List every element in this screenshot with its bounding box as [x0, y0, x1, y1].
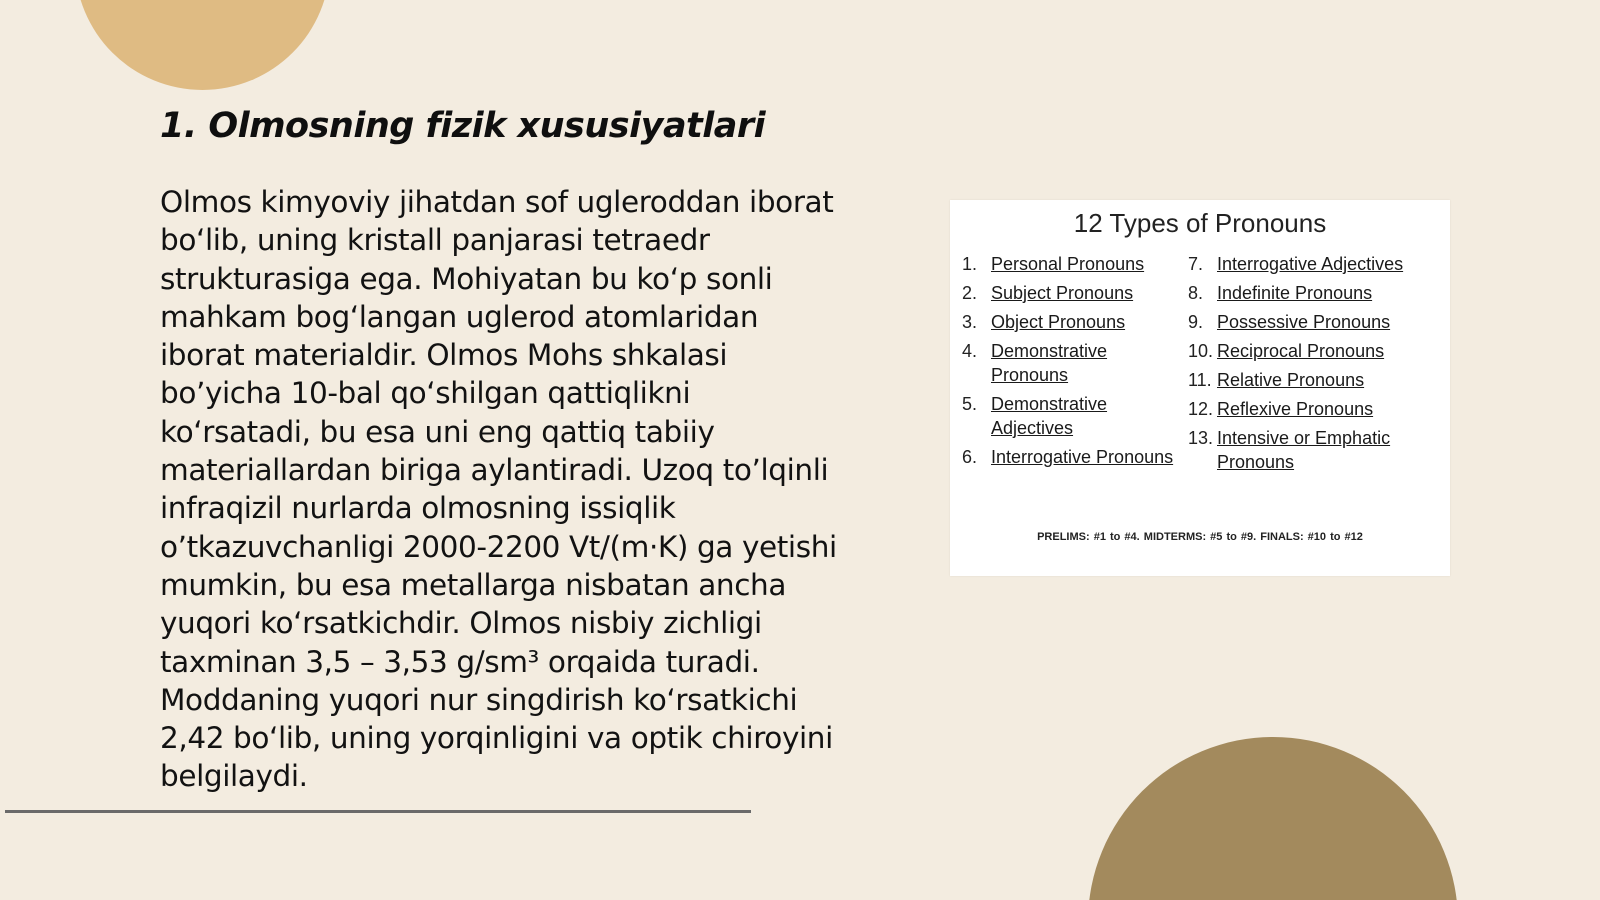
body-paragraph: Olmos kimyoviy jihatdan sof ugleroddan iborat bo‘lib, uning kristall panjarasi tetraedr strukturasiga ega. Mohiyatan bu ko‘p sonli mahkam bog‘langan uglerod atomlaridan iborat materialdir. Olmos Mohs shkalasi bo’yicha 10-bal qo‘shilgan qattiqlikni ko‘rsatadi, bu esa uni eng qattiq tabiiy materiallardan biriga aylantiradi. Uzoq to’lqinli infraqizil nurlarda olmosning issiqlik o’tkazuvchanligi 2000-2200 Vt/(m·K) ga yetishi mumkin, bu esa metallarga nisbatan ancha yuqori ko‘rsatkichdir. Olmos nisbiy zichligi taxminan 3,5 – 3,53 g/sm³ orqaida turadi. Moddaning yuqori nur singdirish ko‘rsatkichi 2,42 bo‘lib, uning yorqinligini va optik chiroyini belgilaydi. — [160, 185, 837, 794]
list-item — [1188, 310, 1438, 334]
item-label: Reflexive Pronouns — [1217, 399, 1374, 419]
item-number: 10. — [1188, 341, 1214, 361]
list-item — [962, 339, 1180, 387]
list-item — [1188, 426, 1438, 474]
item-number: 1. — [962, 254, 978, 274]
pronouns-image — [950, 200, 1450, 576]
pronoun-list-right — [1188, 252, 1438, 479]
divider-line — [5, 810, 751, 813]
item-label: Personal Pronouns — [991, 254, 1145, 274]
item-number: 12. — [1188, 399, 1214, 419]
list-item — [1188, 252, 1438, 276]
item-label: Subject Pronouns — [991, 283, 1134, 303]
item-label: Object Pronouns — [991, 312, 1126, 332]
slide-title: 1. Olmosning fizik xususiyatlari — [160, 106, 766, 146]
item-label: Possessive Pronouns — [1217, 312, 1391, 332]
item-label: Demonstrative Adjectives — [991, 394, 1108, 438]
item-label: Indefinite Pronouns — [1217, 283, 1373, 303]
list-item — [962, 281, 1180, 305]
item-label: Relative Pronouns — [1217, 370, 1365, 390]
list-item — [1188, 339, 1438, 363]
list-item — [962, 445, 1180, 469]
item-number: 2. — [962, 283, 978, 303]
item-number: 8. — [1188, 283, 1204, 303]
item-number: 3. — [962, 312, 978, 332]
item-label: Demonstrative Pronouns — [991, 341, 1108, 385]
item-label: Interrogative Adjectives — [1217, 254, 1404, 274]
item-label: Reciprocal Pronouns — [1217, 341, 1385, 361]
list-item — [962, 392, 1180, 440]
image-footer-note: PRELIMS: #1 to #4. MIDTERMS: #5 to #9. FINALS: #10 to #12 — [1037, 531, 1363, 543]
item-number: 13. — [1188, 428, 1214, 448]
item-number: 4. — [962, 341, 978, 361]
item-number: 7. — [1188, 254, 1204, 274]
pronoun-list-left — [962, 252, 1180, 474]
item-label: Interrogative Pronouns — [991, 447, 1174, 467]
list-item — [1188, 397, 1438, 421]
item-number: 5. — [962, 394, 978, 414]
slide-body-text — [160, 183, 840, 796]
list-item — [962, 252, 1180, 276]
item-number: 9. — [1188, 312, 1204, 332]
item-number: 6. — [962, 447, 978, 467]
image-title: 12 Types of Pronouns — [1073, 208, 1327, 238]
list-item — [1188, 368, 1438, 392]
item-number: 11. — [1188, 370, 1212, 390]
list-item — [962, 310, 1180, 334]
list-item — [1188, 281, 1438, 305]
decorative-circle-top — [75, 0, 330, 90]
decorative-circle-bottom — [1088, 737, 1458, 900]
item-label: Intensive or Emphatic Pronouns — [1217, 428, 1391, 472]
